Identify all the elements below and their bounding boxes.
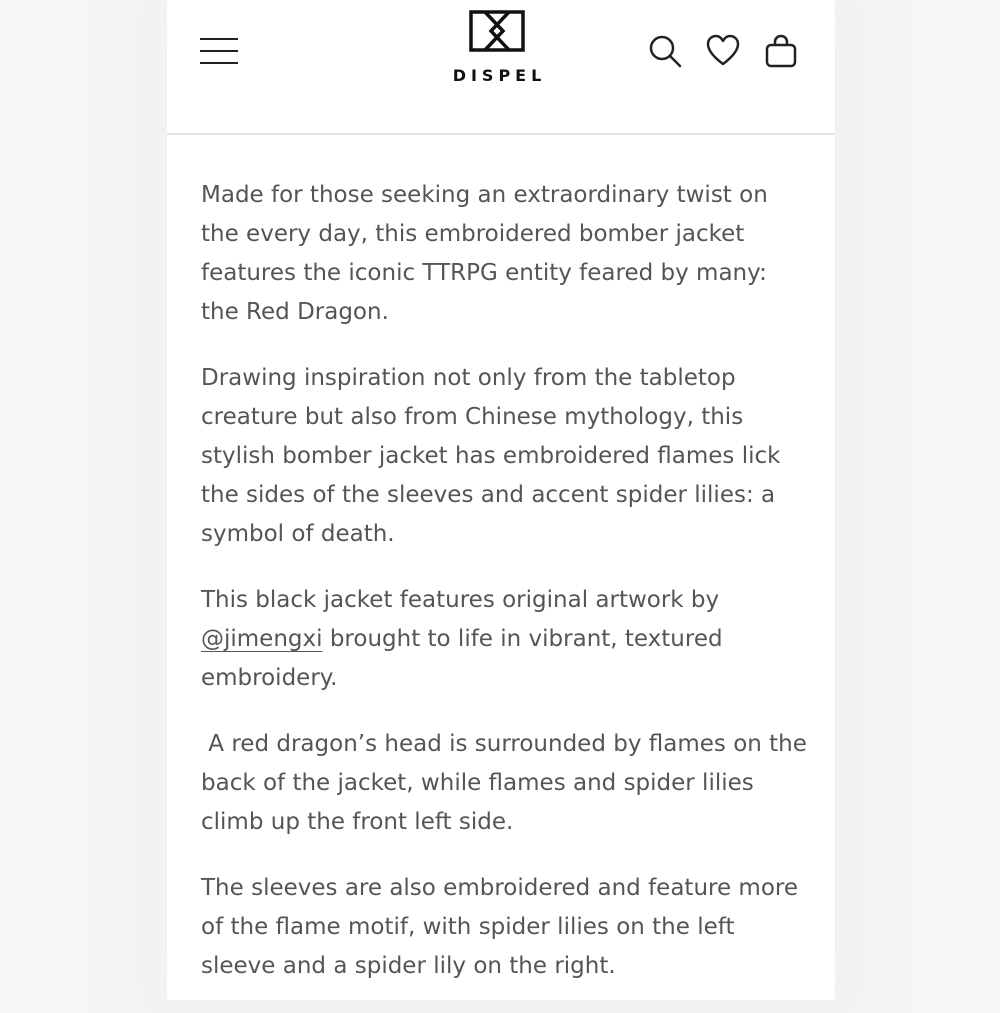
brand-name: DISPEL: [452, 66, 547, 85]
paragraph-text: brought to life in vibrant, textured embroidery.: [201, 626, 723, 691]
description-paragraph: [201, 581, 811, 698]
artist-link[interactable]: @jimengxi: [201, 626, 323, 652]
description-paragraph: Made for those seeking an extraordinary twist on the every day, this embroidered bomber jacket features the iconic TTRPG entity feared by many: the Red Dragon.: [201, 182, 768, 325]
product-description: [201, 176, 811, 1013]
paragraph-text: This black jacket features original artwork by: [201, 587, 720, 613]
menu-icon[interactable]: [200, 38, 238, 64]
search-icon[interactable]: [647, 33, 683, 69]
logo-mark-icon: [469, 10, 525, 52]
description-paragraph: The sleeves are also embroidered and feature more of the flame motif, with spider lilies on the left sleeve and a spider lily on the right.: [201, 875, 799, 979]
description-paragraph: Drawing inspiration not only from the tabletop creature but also from Chinese mythology, this stylish bomber jacket has embroidered flames lick the sides of the sleeves and accent spider lilies: a symbol of death.: [201, 365, 781, 547]
site-header: [167, 0, 835, 135]
description-paragraph: A red dragon’s head is surrounded by flames on the back of the jacket, while flames and spider lilies climb up the front left side.: [201, 731, 807, 835]
product-page: [167, 0, 835, 1000]
heart-icon[interactable]: [705, 33, 741, 69]
brand-logo[interactable]: [437, 10, 557, 100]
bag-icon[interactable]: [763, 33, 799, 69]
